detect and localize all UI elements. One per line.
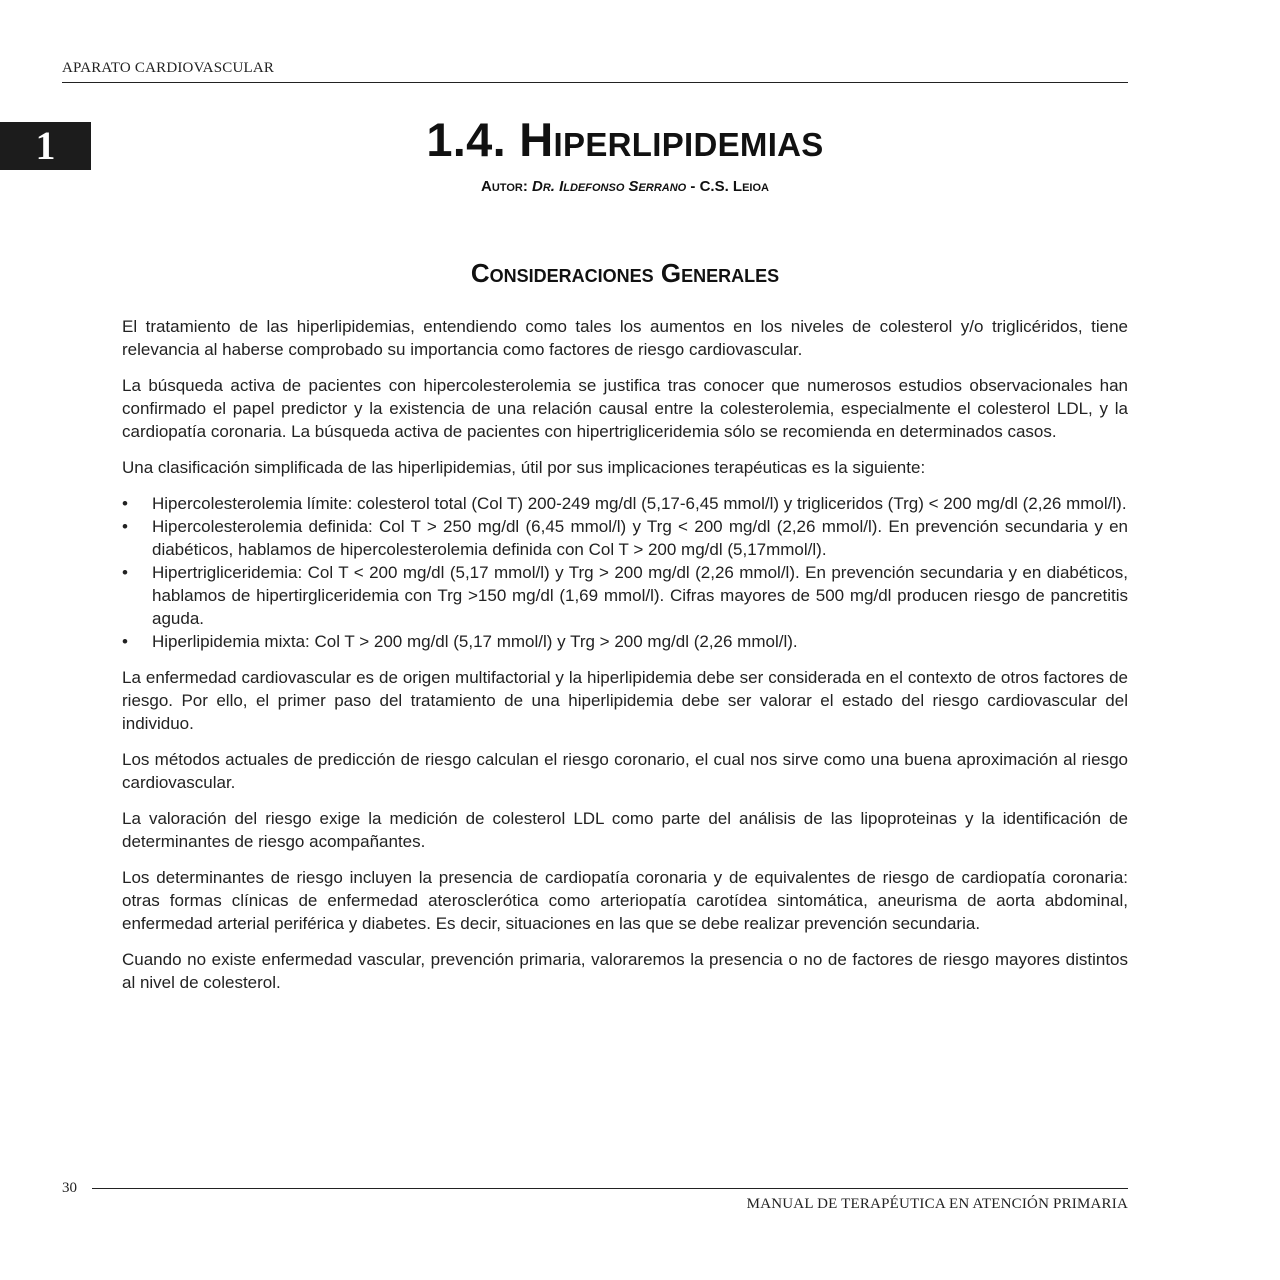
classification-list <box>122 492 1128 653</box>
list-item-text: Hipercolesterolemia definida: Col T > 250 mg/dl (6,45 mmol/l) y Trg < 200 mg/dl (2,26 mmol/l). En prevención secundaria y en diabéticos, hablamos de hipercolesterolemia definida con Col T > 200 mg/dl (5,17mmol/l). <box>152 517 1128 559</box>
paragraph: Cuando no existe enfermedad vascular, prevención primaria, valoraremos la presencia o no de factores de riesgo mayores distintos al nivel de colesterol. <box>122 950 1128 992</box>
list-item <box>122 630 1128 653</box>
paragraph: Una clasificación simplificada de las hiperlipidemias, útil por sus implicaciones terapéuticas es la siguiente: <box>122 458 926 477</box>
author-center: C.S. Leioa <box>699 178 769 195</box>
paragraph: La búsqueda activa de pacientes con hipercolesterolemia se justifica tras conocer que numerosos estudios observacionales han confirmado el papel predictor y la existencia de una relación causal entre la colesterolemia, especialmente el colesterol LDL, y la cardiopatía coronaria. La búsqueda activa de pacientes con hipertrigliceridemia sólo se recomienda en determinados casos. <box>122 376 1128 441</box>
list-item <box>122 561 1128 630</box>
bullet-icon: • <box>122 517 128 536</box>
bullet-icon: • <box>122 632 128 651</box>
body-text <box>122 315 1128 1007</box>
list-item-text: Hipertrigliceridemia: Col T < 200 mg/dl (5,17 mmol/l) y Trg > 200 mg/dl (2,26 mmol/l). En prevención secundaria y en diabéticos, hablamos de hipertirgliceridemia con Trg >150 mg/dl (1,69 mmol/l). Cifras mayores de 500 mg/dl producen riesgo de pancretitis aguda. <box>152 563 1128 628</box>
chapter-number: 1 <box>35 123 56 168</box>
chapter-title: 1.4. Hiperlipidemias <box>426 113 824 166</box>
book-title: MANUAL DE TERAPÉUTICA EN ATENCIÓN PRIMARIA <box>746 1196 1128 1212</box>
list-item-text: Hiperlipidemia mixta: Col T > 200 mg/dl (5,17 mmol/l) y Trg > 200 mg/dl (2,26 mmol/l). <box>152 632 798 651</box>
author-line <box>300 178 950 195</box>
running-head: APARATO CARDIOVASCULAR <box>62 60 275 76</box>
page-number: 30 <box>62 1180 77 1196</box>
footer-rule <box>92 1188 1128 1189</box>
list-item <box>122 515 1128 561</box>
author-name: Dr. Ildefonso Serrano <box>531 178 687 195</box>
list-item <box>122 492 1128 515</box>
paragraph: La valoración del riesgo exige la medición de colesterol LDL como parte del análisis de las lipoproteinas y la identificación de determinantes de riesgo acompañantes. <box>122 809 1128 851</box>
paragraph: Los métodos actuales de predicción de riesgo calculan el riesgo coronario, el cual nos sirve como una buena aproximación al riesgo cardiovascular. <box>122 750 1128 792</box>
header-rule <box>62 82 1128 83</box>
chapter-tab <box>0 122 91 170</box>
author-separator: - <box>686 178 700 195</box>
bullet-icon: • <box>122 563 128 582</box>
author-label: Autor: <box>481 178 528 195</box>
bullet-icon: • <box>122 494 128 513</box>
paragraph: La enfermedad cardiovascular es de origen multifactorial y la hiperlipidemia debe ser considerada en el contexto de otros factores de riesgo. Por ello, el primer paso del tratamiento de una hiperlipidemia debe ser valorar el estado del riesgo cardiovascular del individuo. <box>122 668 1128 733</box>
list-item-text: Hipercolesterolemia límite: colesterol total (Col T) 200-249 mg/dl (5,17-6,45 mmol/l) y trigliceridos (Trg) < 200 mg/dl (2,26 mmol/l). <box>152 494 1127 513</box>
paragraph: El tratamiento de las hiperlipidemias, entendiendo como tales los aumentos en los niveles de colesterol y/o triglicéridos, tiene relevancia al haberse comprobado su importancia como factores de riesgo cardiovascular. <box>122 317 1128 359</box>
paragraph: Los determinantes de riesgo incluyen la presencia de cardiopatía coronaria y de equivalentes de riesgo de cardiopatía coronaria: otras formas clínicas de enfermedad aterosclerótica como arteriopatía carotídea sintomática, aneurisma de aorta abdominal, enfermedad arterial periférica y diabetes. Es decir, situaciones en las que se debe realizar prevención secundaria. <box>122 868 1128 933</box>
section-title: Consideraciones Generales <box>470 258 780 288</box>
